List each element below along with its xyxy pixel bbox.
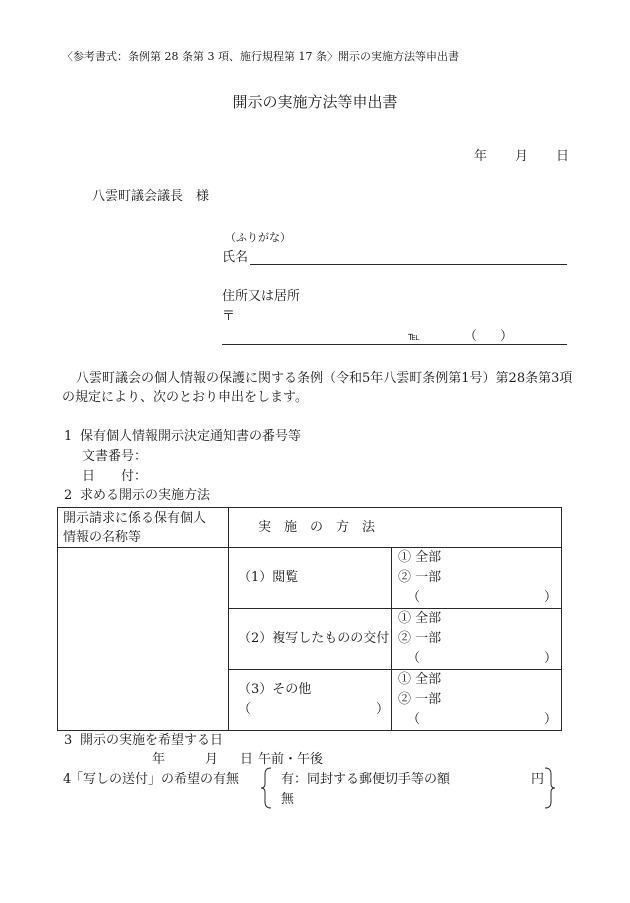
furigana-label: （ふりがな） <box>225 231 291 244</box>
date-year: 年 <box>474 149 488 164</box>
section-4-heading: 「写しの送付」の希望の有無 <box>70 772 240 787</box>
address-underline <box>222 344 567 345</box>
method-cell-copy-delivery <box>229 609 392 670</box>
address-label: 住所又は居所 <box>222 289 301 304</box>
option-all: ① 全部 <box>398 550 442 565</box>
option-all: ① 全部 <box>398 672 442 687</box>
method-cell-other <box>229 670 392 731</box>
section-4-number: 4 <box>63 772 72 787</box>
intro-line-2: の規定により、次のとおり申出をします。 <box>62 390 308 405</box>
open-paren: （ <box>407 651 421 666</box>
right-brace-icon <box>543 767 557 809</box>
partial-detail-parens <box>407 710 557 730</box>
date-month: 月 <box>515 149 529 164</box>
method-label: （3）その他 <box>238 682 312 697</box>
partial-detail-parens <box>407 649 557 669</box>
postal-mark: 〒 <box>222 309 236 324</box>
method-cell-viewing <box>229 548 392 609</box>
document-number-label: 文書番号： <box>82 449 148 464</box>
disclosure-method-table <box>57 507 562 731</box>
am-pm-choice: 午前・午後 <box>258 752 324 767</box>
table-row <box>58 548 562 609</box>
addressee: 八雲町議会議長 様 <box>92 189 210 204</box>
section-3-heading: 開示の実施を希望する日 <box>80 733 224 748</box>
info-name-cell <box>58 548 229 731</box>
open-paren: （ <box>238 702 252 717</box>
mail-yes-label: 有：同封する郵便切手等の額 <box>281 772 451 787</box>
close-paren: ） <box>544 712 558 727</box>
reference-format-note: 〈参考書式：条例第 28 条第 3 項、施行規程第 17 条〉開示の実施方法等申出書 <box>62 50 459 63</box>
name-underline <box>250 264 567 265</box>
other-detail-parens <box>238 700 389 720</box>
header-info-name-cell <box>58 508 229 548</box>
close-paren: ） <box>375 702 389 717</box>
mail-no-label: 無 <box>281 792 295 807</box>
method-label: （1）閲覧 <box>238 570 299 585</box>
document-date-label: 日 付： <box>82 469 148 484</box>
intro-line-1: 八雲町議会の個人情報の保護に関する条例（令和5年八雲町条例第1号）第28条第3項 <box>76 371 573 386</box>
section-3-number: 3 <box>64 733 73 748</box>
close-paren: ） <box>544 651 558 666</box>
header-info-name-line-1: 開示請求に係る保有個人 <box>63 510 207 526</box>
option-all: ① 全部 <box>398 611 442 626</box>
left-brace-icon <box>259 767 273 809</box>
option-partial: ② 一部 <box>398 692 442 707</box>
tel-close-paren: ） <box>500 329 514 344</box>
yen-unit: 円 <box>531 772 545 787</box>
section-2-heading: 求める開示の実施方法 <box>80 488 211 503</box>
options-cell <box>392 609 562 670</box>
options-cell <box>392 670 562 731</box>
option-partial: ② 一部 <box>398 631 442 646</box>
partial-detail-parens <box>407 588 557 608</box>
section-2-number: 2 <box>64 488 73 503</box>
method-label: （2）複写したものの交付 <box>238 631 390 646</box>
section-1-heading: 保有個人情報開示決定通知書の番号等 <box>80 429 302 444</box>
option-partial: ② 一部 <box>398 570 442 585</box>
desired-month: 月 <box>205 752 219 767</box>
header-method-cell: 実 施 の 方 法 <box>229 508 562 548</box>
desired-day: 日 <box>240 752 254 767</box>
open-paren: （ <box>407 712 421 727</box>
options-cell <box>392 548 562 609</box>
tel-icon: ℡ <box>408 330 420 343</box>
name-label: 氏名 <box>222 250 249 265</box>
date-day: 日 <box>556 149 570 164</box>
open-paren: （ <box>407 590 421 605</box>
tel-open-paren: （ <box>464 329 478 344</box>
desired-year: 年 <box>152 752 166 767</box>
header-info-name-line-2: 情報の名称等 <box>63 529 142 545</box>
table-header-row <box>58 508 562 548</box>
document-title: 開示の実施方法等申出書 <box>232 93 398 111</box>
close-paren: ） <box>544 590 558 605</box>
section-1-number: 1 <box>64 429 73 444</box>
